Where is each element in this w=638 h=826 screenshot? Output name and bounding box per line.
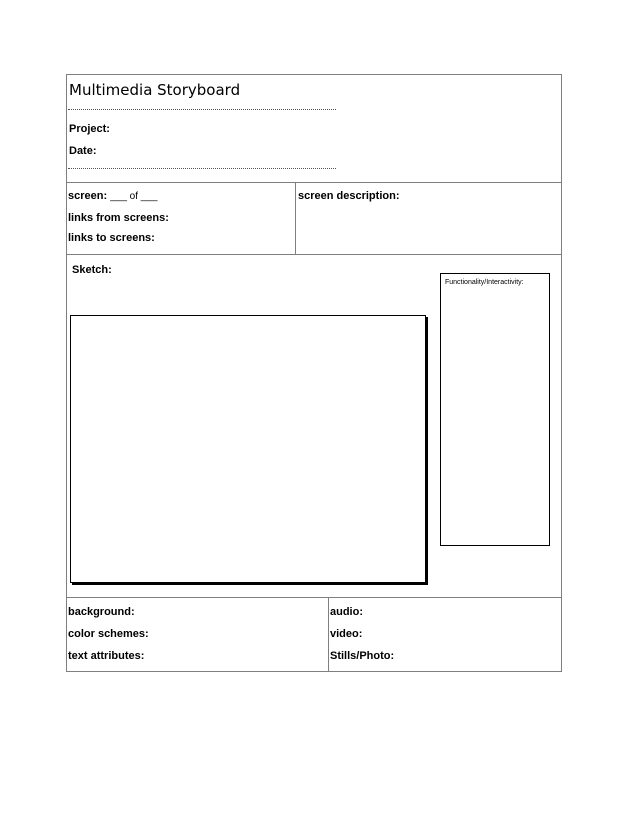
page-title: Multimedia Storyboard: [69, 81, 241, 99]
title-dotted-line: [68, 109, 336, 110]
screen-label: screen:: [68, 190, 108, 202]
storyboard-form: [66, 74, 562, 672]
attributes-divider: [328, 598, 329, 672]
background-label: background:: [68, 606, 135, 618]
text-attributes-label: text attributes:: [68, 650, 145, 662]
screen-info-divider: [295, 183, 296, 254]
screen-numbering: ___ of ___: [110, 191, 158, 202]
links-from-label: links from screens:: [68, 212, 169, 224]
date-dotted-line: [68, 168, 336, 169]
attributes-section: [67, 598, 561, 672]
links-to-label: links to screens:: [68, 232, 155, 244]
project-label: Project:: [69, 123, 110, 135]
stills-photo-label: Stills/Photo:: [330, 650, 395, 662]
screen-label-group: [68, 190, 157, 202]
functionality-label: Functionality/Interactivity:: [445, 279, 524, 286]
video-label: video:: [330, 628, 363, 640]
audio-label: audio:: [330, 606, 363, 618]
color-schemes-label: color schemes:: [68, 628, 149, 640]
header-section: [67, 75, 561, 183]
sketch-area: [70, 315, 426, 583]
screen-description-label: screen description:: [298, 190, 400, 202]
date-label: Date:: [69, 145, 97, 157]
sketch-label: Sketch:: [72, 264, 112, 276]
screen-info-section: [67, 183, 561, 255]
sketch-section: [67, 255, 561, 598]
functionality-box: [440, 273, 550, 546]
